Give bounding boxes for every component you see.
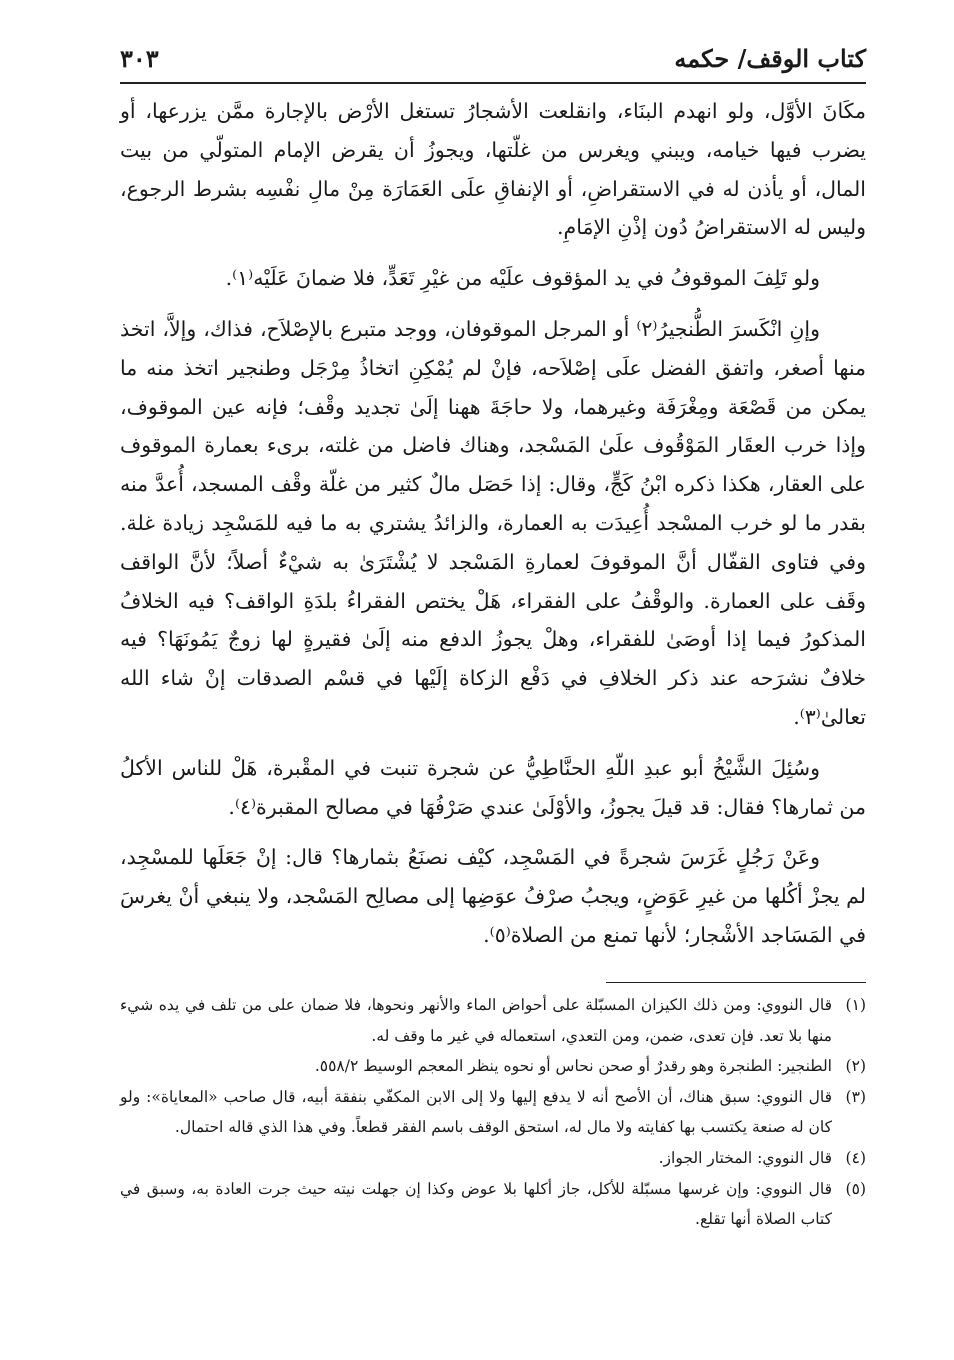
footnote-number: (٥) [845,1179,866,1198]
page-header [120,38,866,78]
footnotes [120,990,866,1235]
paragraph: وعَنْ رَجُلٍ غَرَسَ شجرةً في المَسْجِد، كيْف نصنَعُ بثمارها؟ قال: إنْ جَعَلَها للمسْجِد، لم يجزْ أكُلها من غيرِ عَوَضٍ، ويجبُ صرْفُ عوَضِها إلى مصالِح المَسْجد، ولا ينبغي أنْ يغرسَ في المَسَاجد الأشْجار؛ لأنها تمنع من الصلاة⁽٥⁾. [120,845,866,947]
footnote-text: قال النووي: وإن غرسها مسبّلة للأكل، جاز أكلها بلا عوض وكذا إن جهلت نيته حيث جرت العادة به، وسبق في كتاب الصلاة أنها تقلع. [120,1179,832,1229]
paragraph: مكَانَ الأوَّل، ولو انهدم البنَاء، وانقلعت الأشجارُ تستغل الأرْض بالإجارة ممَّن يزرعها، أو يضرب فيها خيامه، ويبني ويغرس من غلّتها، ويجوزُ أن يقرض الإمام المتولّي من بيت المال، أو يأذن له في الاستقراضِ، أو الإنفاقِ علَى العَمَارَة مِنْ مالِ نفْسِه بشرط الرجوع، وليس له الاستقراضُ دُون إذْنِ الإمَامِ. [120,99,866,240]
footnote-number: (٢) [845,1057,866,1076]
footnote-number: (٣) [845,1087,866,1106]
footnote-rule [606,982,866,983]
main-text [120,92,866,955]
footnote-text: الطنجير: الطنجرة وهو رقدرٌ أو صحن نحاس أو نحوه ينظر المعجم الوسيط ٥٥٨/٢. [314,1057,832,1076]
footnote [120,1143,866,1174]
running-title: كتاب الوقف/ حكمه [674,43,866,73]
footnote-text: قال النووي: سبق هناك، أن الأصح أنه لا يدفع إليها ولا إلى الابن المكفّي بنفقة أبيه، قال صاحب «المعاياة»: ولو كان له صنعة يكتسب بها كفايته ولا مال له، استحق الوقف باسم الفقر قطعاً. وفي هذا الذي قاله احتمال. [120,1087,832,1137]
footnote-number: (١) [845,996,866,1014]
footnote [120,990,866,1051]
footnote-number: (٤) [845,1148,866,1167]
footnote-text: قال النووي: المختار الجواز. [658,1148,832,1167]
footnote [120,1082,866,1143]
header-rule [120,82,866,84]
paragraph: وإنِ انْكَسرَ الطُّنجيرُ⁽٢⁾ أو المرجل الموقوفان، ووجد متبرع بالإصْلاَح، فذاك، وإلاَّ، اتخذ منها أصغر، واتفق الفضل علَى إصْلاَحه، فإنْ لم يُمْكِنِ اتخاذُ مِرْجَل وطنجير اتخذ منه ما يمكن من قَصْعَة ومِغْرَفَة وغيرهما، ولا حاجَةَ ههنا إلَىٰ تجديد وقْف؛ فإنه عين الموقوف، وإذا خرب العقَار المَوْقُوف علَىٰ المَسْجد، وهناك فاضل من غلته، برىء بعمارة الموقوف على العقار، هكذا ذكره ابْنُ كَجٍّ، وقال: إذا حَصَل مالٌ كثير من غلّة وقْف المسجد، أُعدَّ منه بقدر ما لو خرب المسْجد أُعِيدَت به العمارة، والزائدُ يشتري به ما فيه للمَسْجِد زيادة غلة. وفي فتاوى القفّال أنَّ الموقوفَ لعمارةِ المَسْجد لا يُشْتَرَىٰ به شيْءٌ أصلاً؛ لأنَّ الواقف وقَف على العمارة. والوقْفُ على الفقراء، هَلْ يختص الفقراءُ بلدَةِ الواقف؟ فيه الخلافُ المذكورُ فيما إذا أوصَىٰ للفقراء، وهلْ يجوزُ الدفع منه إلَىٰ فقيرةٍ لها زوجٌ يَمُونَهَا؟ فيه خلافٌ نشرَحه عند ذكر الخلافِ في دَفْع الزكاة إلَيْها في قسْم الصدقات إنْ شاء الله تعالىٰ⁽٣⁾. [120,316,866,729]
page-number: ٣٠٣ [120,43,159,73]
paragraph: وسُئِلَ الشَّيْخُ أبو عبدِ اللّهِ الحنَّاطِيُّ عن شجرة تنبت في المقْبرة، هَلْ للناس الأكلُ من ثمارها؟ فقال: قد قيلَ يجوزُ، والأوْلَىٰ عندي صَرْفُهَا في مصالح المقبرة⁽٤⁾. [120,755,866,819]
footnote [120,1051,866,1082]
footnote [120,1174,866,1235]
footnote-text: قال النووي: ومن ذلك الكيزان المسبّلة على أحواض الماء والأنهر ونحوها، فلا ضمان على من تلف في يده شيء منها بلا تعد. فإن تعدى، ضمن، ومن التعدي، استعماله في غير ما وقف له. [120,996,832,1045]
paragraph: ولو تَلِفَ الموقوفُ في يد المؤقوف علَيْه من غيْرِ تَعَدٍّ، فلا ضمانَ عَلَيْه⁽١⁾. [225,266,820,291]
